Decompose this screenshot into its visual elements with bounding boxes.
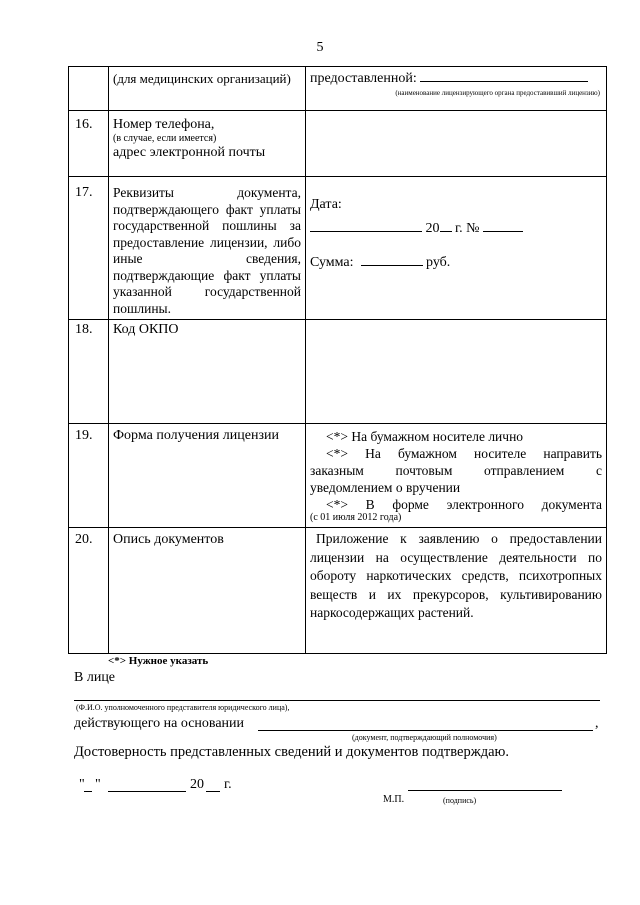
phone-label: Номер телефона, xyxy=(113,117,215,132)
option-paper-by-mail[interactable]: <*> На бумажном носителе направить заказным почтовым отправлением с уведомлением о вручении xyxy=(310,446,602,495)
date-number-label: г. № xyxy=(455,221,480,236)
row-number: 16. xyxy=(69,111,109,177)
confirmation-text: Достоверность представленных сведений и документов подтверждаю. xyxy=(74,744,509,760)
stamp-place-label: М.П. xyxy=(383,794,405,805)
row-label: (для медицинских организаций) xyxy=(109,67,306,111)
sum-label: Сумма: xyxy=(310,255,354,270)
authority-document-line[interactable] xyxy=(258,730,593,731)
table-row xyxy=(69,528,607,654)
representative-name-line[interactable] xyxy=(74,700,600,701)
date-year-prefix: 20 xyxy=(425,221,440,236)
signature-line[interactable] xyxy=(408,790,562,791)
licensing-authority-caption: (наименование лицензирующего органа предоставивший лицензию) xyxy=(395,89,600,97)
option-electronic[interactable]: <*> В форме электронного документа xyxy=(326,497,602,512)
row-value-cell xyxy=(306,67,607,111)
row-label: Опись документов xyxy=(109,528,306,654)
year-suffix: г. xyxy=(224,777,232,792)
row-number-cell xyxy=(69,67,109,111)
table-row xyxy=(69,177,607,320)
email-label: адрес электронной почты xyxy=(113,145,266,160)
year-line[interactable] xyxy=(206,791,220,792)
date-line[interactable] xyxy=(310,219,422,232)
year-line[interactable] xyxy=(440,219,452,232)
option-paper-in-person[interactable]: <*> На бумажном носителе лично xyxy=(326,429,524,444)
table-row xyxy=(69,424,607,528)
date-quote-open: " xyxy=(79,777,85,792)
phone-note: (в случае, если имеется) xyxy=(113,133,217,144)
day-line[interactable] xyxy=(84,791,92,792)
licensing-authority-line[interactable] xyxy=(420,69,588,82)
date-label: Дата: xyxy=(310,197,342,212)
phone-value-cell[interactable] xyxy=(306,111,607,177)
licensing-authority-label: предоставленной: xyxy=(310,71,417,86)
month-line[interactable] xyxy=(108,791,186,792)
date-quote-close: " xyxy=(95,777,101,792)
row-label: Форма получения лицензии xyxy=(109,424,306,528)
option-electronic-note: (с 01 июля 2012 года) xyxy=(310,512,402,523)
row-number: 17. xyxy=(69,177,109,320)
okpo-value-cell[interactable] xyxy=(306,320,607,424)
sum-line[interactable] xyxy=(361,253,423,266)
year-prefix: 20 xyxy=(190,777,204,792)
signature-caption: (подпись) xyxy=(443,796,477,805)
license-form-options xyxy=(306,424,607,528)
table-row xyxy=(69,111,607,177)
payment-details-cell xyxy=(306,177,607,320)
table-row xyxy=(69,320,607,424)
application-form-table xyxy=(68,66,607,654)
row-label: Реквизиты документа, подтверждающего факт уплаты государственной пошлины за предоставление лицензии, либо иные сведения, подтверждающие факт уплаты указанной государственной пошлины. xyxy=(109,177,306,320)
note-required: <*> Нужное указать xyxy=(108,655,209,667)
row-label-cell xyxy=(109,111,306,177)
row-label: Код ОКПО xyxy=(109,320,306,424)
comma: , xyxy=(595,716,599,731)
in-person-label: В лице xyxy=(74,670,116,685)
row-number: 19. xyxy=(69,424,109,528)
page-number: 5 xyxy=(316,40,324,55)
acting-basis-label: действующего на основании xyxy=(74,716,245,731)
document-inventory: Приложение к заявлению о предоставлении лицензии на осуществление деятельности по обороту наркотических средств, психотропных веществ и их прекурсоров, культивированию наркосодержащих растений. xyxy=(306,528,607,654)
authority-document-caption: (документ, подтверждающий полномочия) xyxy=(352,733,497,742)
number-line[interactable] xyxy=(483,219,523,232)
row-number: 20. xyxy=(69,528,109,654)
table-row xyxy=(69,67,607,111)
representative-name-caption: (Ф.И.О. уполномоченного представителя юридического лица), xyxy=(76,703,290,712)
row-number: 18. xyxy=(69,320,109,424)
sum-unit: руб. xyxy=(426,255,451,270)
